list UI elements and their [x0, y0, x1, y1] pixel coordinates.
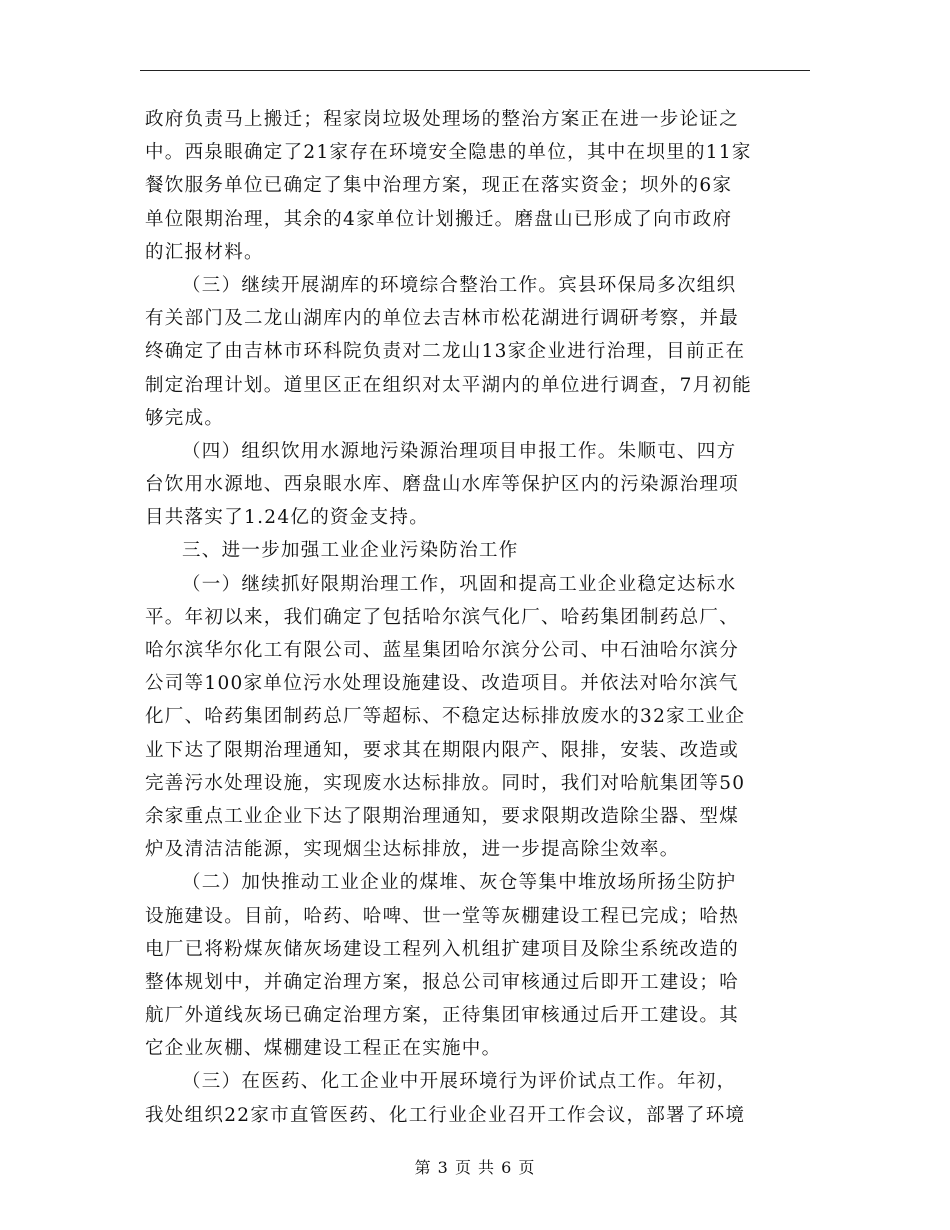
text-line: 的汇报材料。 [145, 241, 264, 263]
section-heading: 三、进一步加强工业企业污染防治工作 [182, 540, 519, 562]
text-line: 炉及清洁洁能源，实现烟尘达标排放，进一步提高除尘效率。 [145, 839, 680, 861]
paragraph-start-line: （三）在医药、化工企业中开展环境行为评价试点工作。年初， [182, 1071, 737, 1093]
text-line: 我处组织22家市直管医药、化工行业企业召开工作会议，部署了环境 [145, 1104, 746, 1126]
text-line: 它企业灰棚、煤棚建设工程正在实施中。 [145, 1038, 502, 1060]
paragraph-start-line: （三）继续开展湖库的环境综合整治工作。宾县环保局多次组织 [182, 274, 737, 296]
text-line: 哈尔滨华尔化工有限公司、蓝星集团哈尔滨分公司、中石油哈尔滨分 [145, 640, 740, 661]
document-body [145, 103, 805, 1132]
text-line: 中。西泉眼确定了21家存在环境安全隐患的单位，其中在坝里的11家 [145, 142, 752, 164]
paragraph-start-line: （四）组织饮用水源地污染源治理项目申报工作。朱顺屯、四方 [182, 440, 737, 462]
text-line: 餐饮服务单位已确定了集中治理方案，现正在落实资金；坝外的6家 [145, 175, 733, 197]
text-line: 余家重点工业企业下达了限期治理通知，要求限期改造除尘器、型煤 [145, 805, 740, 827]
paragraph-start-line: （一）继续抓好限期治理工作，巩固和提高工业企业稳定达标水 [182, 573, 737, 595]
page-number-footer: 第 3 页 共 6 页 [414, 1158, 536, 1177]
text-line: 化厂、哈药集团制药总厂等超标、不稳定达标排放废水的32家工业企 [145, 706, 746, 728]
paragraph-start-line: （二）加快推动工业企业的煤堆、灰仓等集中堆放场所扬尘防护 [182, 872, 737, 894]
text-line: 整体规划中，并确定治理方案，报总公司审核通过后即开工建设；哈 [145, 971, 740, 993]
text-line: 终确定了由吉林市环科院负责对二龙山13家企业进行治理，目前正在 [145, 341, 746, 363]
text-line: 有关部门及二龙山湖库内的单位去吉林市松花湖进行调研考察，并最 [145, 308, 740, 330]
text-line: 政府负责马上搬迁；程家岗垃圾处理场的整治方案正在进一步论证之 [145, 109, 740, 130]
text-line: 完善污水处理设施，实现废水达标排放。同时，我们对哈航集团等50 [145, 772, 746, 794]
text-line: 够完成。 [145, 407, 225, 429]
text-line: 电厂已将粉煤灰储灰场建设工程列入机组扩建项目及除尘系统改造的 [145, 938, 740, 960]
text-line: 目共落实了1.24亿的资金支持。 [145, 507, 429, 529]
text-line: 单位限期治理，其余的4家单位计划搬迁。磨盘山已形成了向市政府 [145, 208, 733, 230]
text-line: 平。年初以来，我们确定了包括哈尔滨气化厂、哈药集团制药总厂、 [145, 606, 740, 628]
text-line: 公司等100家单位污水处理设施建设、改造项目。并依法对哈尔滨气 [145, 673, 739, 695]
text-line: 航厂外道线灰场已确定治理方案，正待集团审核通过后开工建设。其 [145, 1005, 740, 1027]
text-line: 设施建设。目前，哈药、哈啤、世一堂等灰棚建设工程已完成；哈热 [145, 905, 740, 927]
header-rule [140, 70, 810, 71]
text-line: 业下达了限期治理通知，要求其在期限内限产、限排，安装、改造或 [145, 739, 740, 761]
text-line: 制定治理计划。道里区正在组织对太平湖内的单位进行调查，7月初能 [145, 374, 753, 396]
text-line: 台饮用水源地、西泉眼水库、磨盘山水库等保护区内的污染源治理项 [145, 474, 740, 496]
